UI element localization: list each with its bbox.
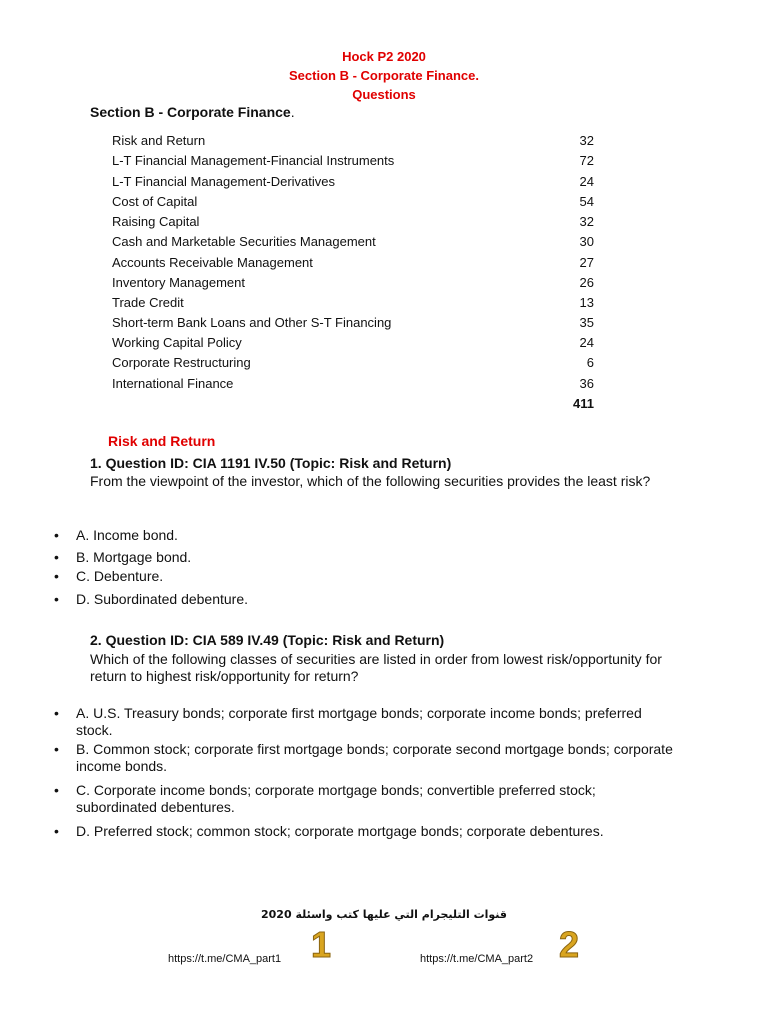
toc-row (112, 355, 594, 375)
toc-row (112, 295, 594, 315)
doc-header-title: Hock P2 2020 (342, 49, 426, 64)
toc-label: Trade Credit (112, 295, 184, 310)
badge-1-text: 1 (310, 926, 332, 962)
bullet-icon: • (54, 591, 59, 607)
question-2-option-c (54, 782, 674, 816)
toc-label: Working Capital Policy (112, 335, 242, 350)
question-2-option-a (54, 705, 674, 739)
bullet-icon: • (54, 527, 59, 543)
toc-count: 6 (586, 355, 594, 370)
toc-count: 32 (579, 214, 594, 229)
option-text: D. Preferred stock; common stock; corporate mortgage bonds; corporate debentures. (76, 823, 604, 839)
toc-count: 36 (579, 376, 594, 391)
option-text: A. Income bond. (76, 527, 178, 543)
toc-label: Risk and Return (112, 133, 206, 148)
telegram-link-part2[interactable]: https://t.me/CMA_part2 (420, 953, 534, 965)
bullet-icon: • (54, 782, 59, 798)
toc-row (112, 335, 594, 355)
toc-label: Raising Capital (112, 214, 200, 229)
toc-count: 27 (579, 255, 594, 270)
toc-label: Inventory Management (112, 275, 245, 290)
question-1-option-d (54, 591, 674, 608)
footer-telegram-note: قنوات التليجرام التي عليها كتب واسئلة 2020 (260, 908, 507, 921)
question-1-option-c (54, 568, 674, 585)
section-title-text: Section B - Corporate Finance (90, 104, 291, 120)
section-title-dot: . (290, 104, 295, 120)
bullet-icon: • (54, 741, 59, 757)
toc-row (112, 376, 594, 396)
toc-label: Cost of Capital (112, 194, 198, 209)
section-title (90, 104, 295, 120)
option-text: A. U.S. Treasury bonds; corporate first mortgage bonds; corporate income bonds; preferred stock. (76, 705, 642, 738)
toc-count: 35 (579, 315, 594, 330)
toc-total: 411 (573, 396, 594, 411)
toc-row (112, 315, 594, 335)
number-2-badge (556, 926, 582, 962)
question-1-title: 1. Question ID: CIA 1191 IV.50 (Topic: Risk and Return) (90, 455, 452, 471)
toc-count: 26 (579, 275, 594, 290)
toc-row (112, 194, 594, 214)
toc-label: Cash and Marketable Securities Management (112, 234, 376, 249)
number-1-badge (308, 926, 334, 962)
toc-count: 30 (579, 234, 594, 249)
toc-row (112, 255, 594, 275)
question-2-text: Which of the following classes of securities are listed in order from lowest risk/opportunity for return to highest risk/opportunity for return? (90, 651, 662, 684)
toc-label: Accounts Receivable Management (112, 255, 313, 270)
topic-heading: Risk and Return (108, 433, 216, 449)
toc-label: L-T Financial Management-Derivatives (112, 174, 336, 189)
toc-row (112, 174, 594, 194)
telegram-link-part1[interactable]: https://t.me/CMA_part1 (168, 953, 282, 965)
question-2-option-d (54, 823, 674, 840)
badge-2-text: 2 (558, 926, 580, 962)
doc-header-subtitle: Section B - Corporate Finance. (289, 68, 479, 83)
toc-row (112, 153, 594, 173)
toc-label: Short-term Bank Loans and Other S-T Financing (112, 315, 392, 330)
toc-label: L-T Financial Management-Financial Instruments (112, 153, 395, 168)
question-1-text: From the viewpoint of the investor, which of the following securities provides the least risk? (90, 473, 651, 489)
question-2-option-b (54, 741, 674, 775)
question-1-option-a (54, 527, 674, 544)
toc-row (112, 275, 594, 295)
doc-header-questions: Questions (352, 87, 416, 102)
bullet-icon: • (54, 549, 59, 565)
toc-count: 72 (579, 153, 594, 168)
option-text: C. Debenture. (76, 568, 164, 584)
toc-count: 24 (579, 335, 594, 350)
toc-count: 13 (579, 295, 594, 310)
toc-label: International Finance (112, 376, 234, 391)
option-text: D. Subordinated debenture. (76, 591, 249, 607)
toc-row (112, 133, 594, 153)
toc-count: 54 (579, 194, 594, 209)
bullet-icon: • (54, 705, 59, 721)
option-text: B. Common stock; corporate first mortgage bonds; corporate second mortgage bonds; corporate income bonds. (76, 741, 673, 774)
toc-label: Corporate Restructuring (112, 355, 251, 370)
option-text: C. Corporate income bonds; corporate mortgage bonds; convertible preferred stock; subordinated debentures. (76, 782, 596, 815)
toc-count: 32 (579, 133, 594, 148)
question-1-option-b (54, 549, 674, 566)
toc-count: 24 (579, 174, 594, 189)
toc-row (112, 234, 594, 254)
option-text: B. Mortgage bond. (76, 549, 192, 565)
question-2-title: 2. Question ID: CIA 589 IV.49 (Topic: Risk and Return) (90, 632, 445, 648)
toc-row (112, 214, 594, 234)
bullet-icon: • (54, 568, 59, 584)
bullet-icon: • (54, 823, 59, 839)
